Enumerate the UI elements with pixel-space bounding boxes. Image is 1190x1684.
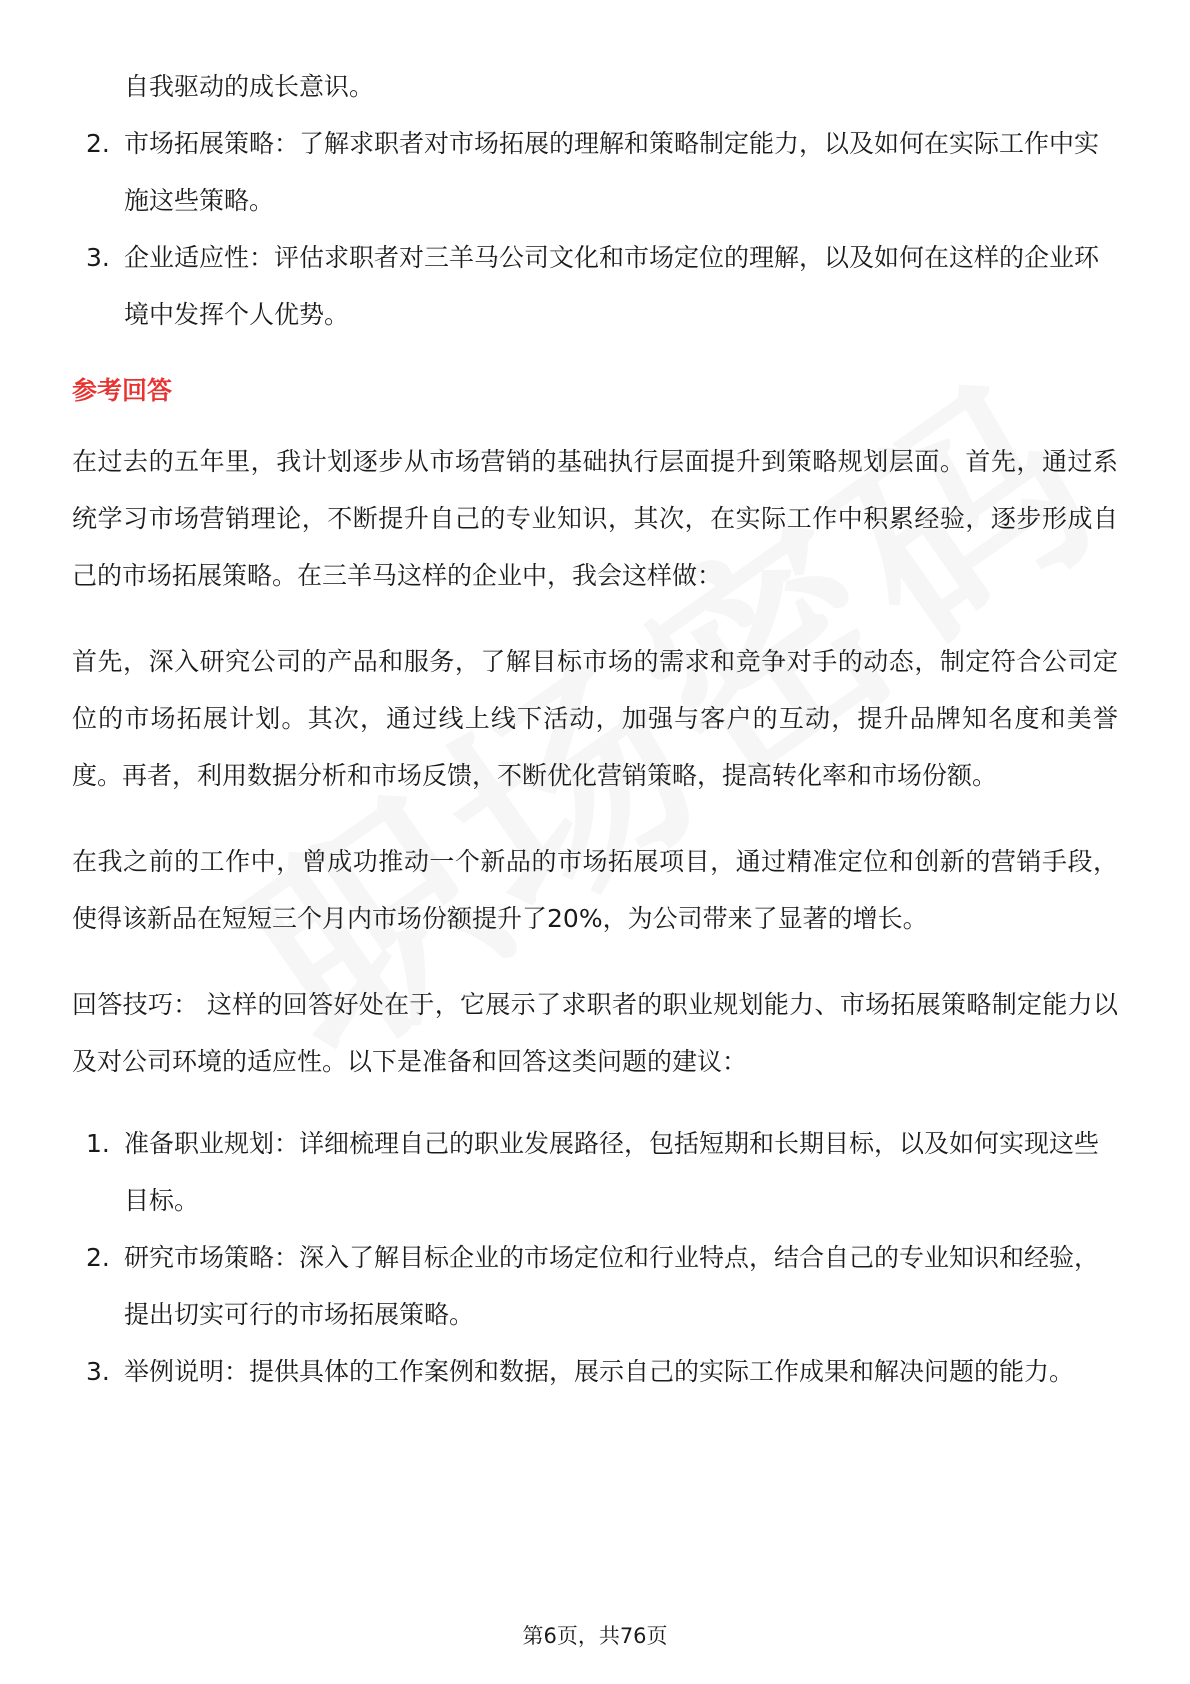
tips-list (72, 1115, 1118, 1400)
paragraph-tips: 回答技巧： 这样的回答好处在于，它展示了求职者的职业规划能力、市场拓展策略制定能力以及对公司环境的适应性。以下是准备和回答这类问题的建议： (72, 990, 1118, 1076)
list-number: 2. (86, 129, 110, 158)
criteria-list (72, 115, 1118, 343)
list-number: 3. (86, 1357, 110, 1386)
list-number: 1. (86, 1129, 110, 1158)
list-text: 市场拓展策略：了解求职者对市场拓展的理解和策略制定能力，以及如何在实际工作中实施这些策略。 (124, 129, 1100, 215)
list-item (72, 1229, 1118, 1343)
list-item (72, 115, 1118, 229)
list-item-continuation: 自我驱动的成长意识。 (124, 72, 375, 101)
list-text: 举例说明：提供具体的工作案例和数据，展示自己的实际工作成果和解决问题的能力。 (124, 1357, 1075, 1386)
list-text: 研究市场策略：深入了解目标企业的市场定位和行业特点，结合自己的专业知识和经验，提出切实可行的市场拓展策略。 (124, 1243, 1100, 1329)
paragraph: 在过去的五年里，我计划逐步从市场营销的基础执行层面提升到策略规划层面。首先，通过系统学习市场营销理论，不断提升自己的专业知识，其次，在实际工作中积累经验，逐步形成自己的市场拓展策略。在三羊马这样的企业中，我会这样做： (72, 447, 1118, 590)
paragraph: 首先，深入研究公司的产品和服务，了解目标市场的需求和竞争对手的动态，制定符合公司定位的市场拓展计划。其次，通过线上线下活动，加强与客户的互动，提升品牌知名度和美誉度。再者，利用数据分析和市场反馈，不断优化营销策略，提高转化率和市场份额。 (72, 647, 1118, 790)
list-text: 准备职业规划：详细梳理自己的职业发展路径，包括短期和长期目标，以及如何实现这些目标。 (124, 1129, 1100, 1215)
list-number: 2. (86, 1243, 110, 1272)
paragraph: 在我之前的工作中，曾成功推动一个新品的市场拓展项目，通过精准定位和创新的营销手段，使得该新品在短短三个月内市场份额提升了20%，为公司带来了显著的增长。 (72, 847, 1118, 933)
list-item (72, 1115, 1118, 1229)
page-content (72, 58, 1118, 1400)
page-footer: 第6页，共76页 (522, 1624, 668, 1648)
list-text: 企业适应性：评估求职者对三羊马公司文化和市场定位的理解，以及如何在这样的企业环境中发挥个人优势。 (124, 243, 1100, 329)
list-item (72, 229, 1118, 343)
list-number: 3. (86, 243, 110, 272)
section-heading-answer: 参考回答 (72, 376, 173, 405)
list-item (72, 1343, 1118, 1400)
